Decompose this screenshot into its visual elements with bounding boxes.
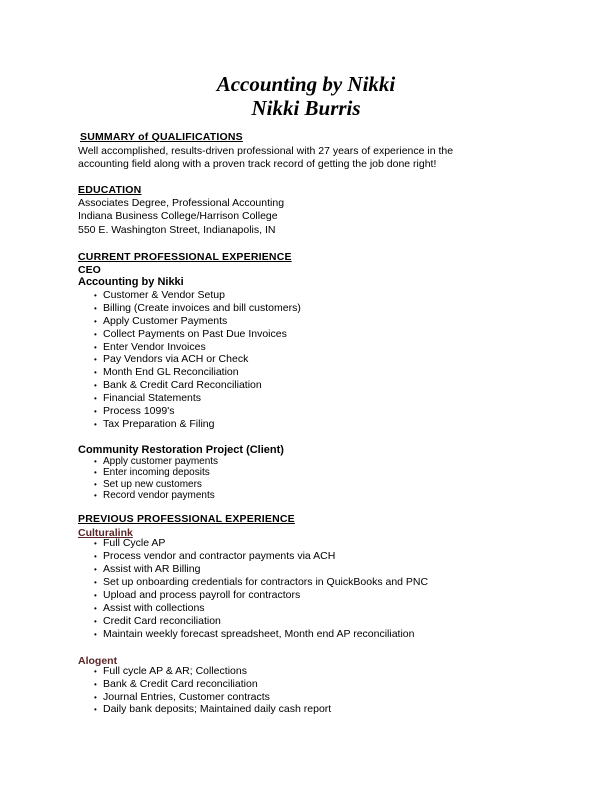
list-item: • Bank & Credit Card Reconciliation <box>94 379 301 392</box>
list-item: • Upload and process payroll for contractors <box>94 589 428 602</box>
current-duties-list <box>94 289 301 431</box>
list-item: • Enter incoming deposits <box>94 467 218 478</box>
list-item: • Daily bank deposits; Maintained daily cash report <box>94 703 331 716</box>
education-heading: EDUCATION <box>78 184 142 196</box>
client-duties-list <box>94 456 218 501</box>
client-title: Community Restoration Project (Client) <box>78 444 284 456</box>
list-item: • Customer & Vendor Setup <box>94 289 301 302</box>
list-item: • Process 1099's <box>94 405 301 418</box>
list-item: • Collect Payments on Past Due Invoices <box>94 328 301 341</box>
previous-experience-heading: PREVIOUS PROFESSIONAL EXPERIENCE <box>78 513 295 525</box>
list-item: • Set up onboarding credentials for contractors in QuickBooks and PNC <box>94 576 428 589</box>
list-item: • Tax Preparation & Filing <box>94 418 301 431</box>
list-item: • Assist with collections <box>94 602 428 615</box>
list-item: • Journal Entries, Customer contracts <box>94 691 331 704</box>
alogent-duties-list <box>94 665 331 716</box>
list-item: • Pay Vendors via ACH or Check <box>94 353 301 366</box>
list-item: • Full cycle AP & AR; Collections <box>94 665 331 678</box>
company-title: Accounting by Nikki <box>216 72 396 96</box>
list-item: • Process vendor and contractor payments via ACH <box>94 550 428 563</box>
current-role: CEO <box>78 264 101 276</box>
culturalink-duties-list <box>94 537 428 641</box>
education-school: Indiana Business College/Harrison College <box>78 210 278 222</box>
list-item: • Apply Customer Payments <box>94 315 301 328</box>
education-degree: Associates Degree, Professional Accounting <box>78 197 285 209</box>
list-item: • Billing (Create invoices and bill customers) <box>94 302 301 315</box>
summary-heading: SUMMARY of QUALIFICATIONS <box>80 131 243 143</box>
job-company-alogent: Alogent <box>78 655 118 667</box>
list-item: • Full Cycle AP <box>94 537 428 550</box>
list-item: • Enter Vendor Invoices <box>94 341 301 354</box>
summary-line-1: Well accomplished, results-driven professional with 27 years of experience in the <box>78 145 454 157</box>
education-address: 550 E. Washington Street, Indianapolis, IN <box>78 224 276 236</box>
current-experience-heading: CURRENT PROFESSIONAL EXPERIENCE <box>78 251 292 263</box>
list-item: • Maintain weekly forecast spreadsheet, Month end AP reconciliation <box>94 628 428 641</box>
list-item: • Record vendor payments <box>94 490 218 501</box>
current-company: Accounting by Nikki <box>78 276 184 288</box>
job-company-culturalink: Culturalink <box>78 527 133 539</box>
list-item: • Assist with AR Billing <box>94 563 428 576</box>
list-item: • Bank & Credit Card reconciliation <box>94 678 331 691</box>
list-item: • Month End GL Reconciliation <box>94 366 301 379</box>
list-item: • Financial Statements <box>94 392 301 405</box>
list-item: • Apply customer payments <box>94 456 218 467</box>
list-item: • Set up new customers <box>94 479 218 490</box>
person-name: Nikki Burris <box>251 96 361 120</box>
list-item: • Credit Card reconciliation <box>94 615 428 628</box>
summary-line-2: accounting field along with a proven track record of getting the job done right! <box>78 158 437 170</box>
